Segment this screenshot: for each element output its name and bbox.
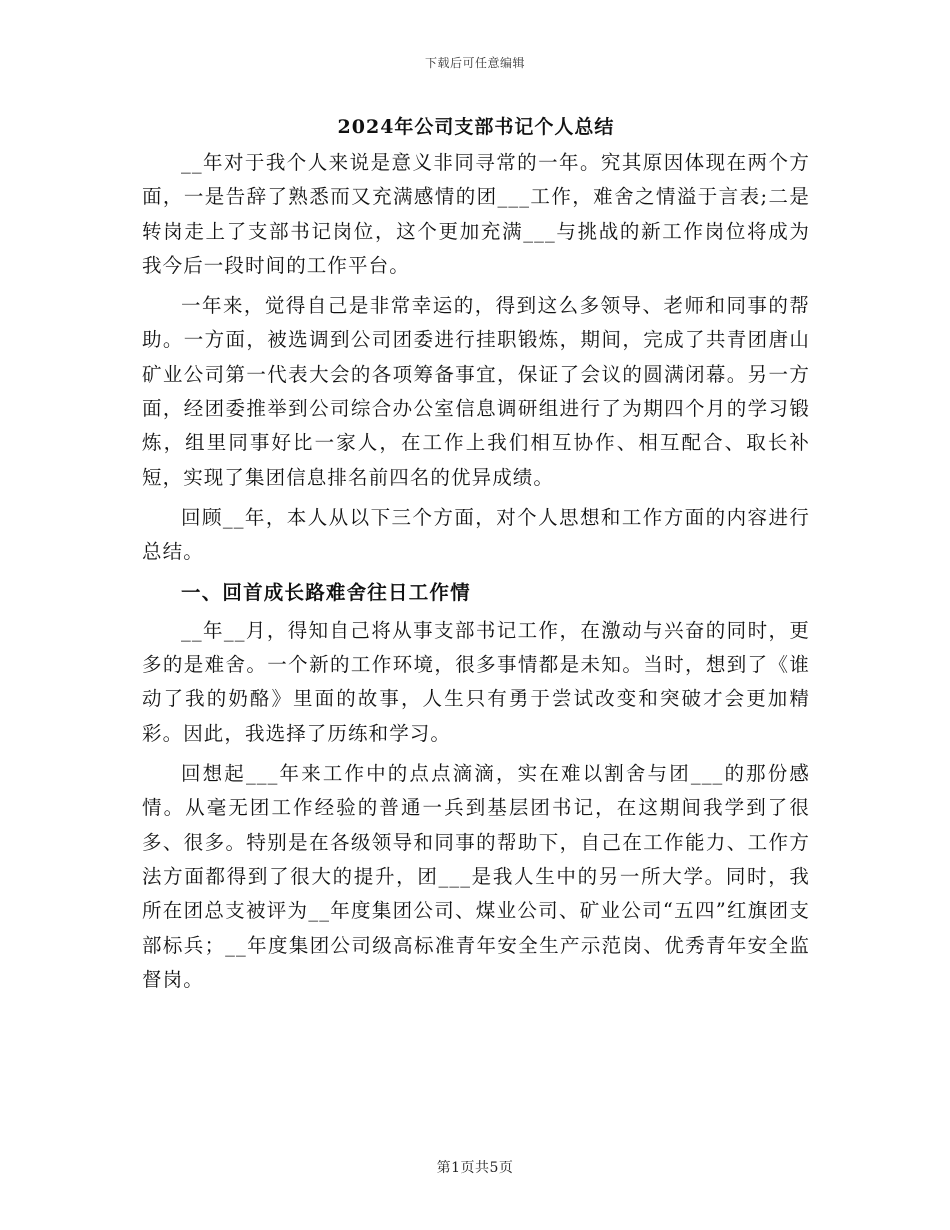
section1-paragraph-1: __年__月，得知自己将从事支部书记工作，在激动与兴奋的同时，更多的是难舍。一个新的工作环境，很多事情都是未知。当时，想到了《谁动了我的奶酪》里面的故事，人生只有勇于尝试改变和突破才会更加精彩。因此，我选择了历练和学习。 [142,618,810,745]
section1-paragraph-2: 回想起___年来工作中的点点滴滴，实在难以割舍与团___的那份感情。从毫无团工作经验的普通一兵到基层团书记，在这期间我学到了很多、很多。特别是在各级领导和同事的帮助下，自己在工作能力、工作方法方面都得到了很大的提升，团___是我人生中的另一所大学。同时，我所在团总支被评为__年度集团公司、煤业公司、矿业公司“五四”红旗团支部标兵；__年度集团公司级高标准青年安全生产示范岗、优秀青年安全监督岗。 [142,762,810,991]
page-number: 第1页共5页 [436,1160,514,1176]
intro-paragraph-3: 回顾__年，本人从以下三个方面，对个人思想和工作方面的内容进行总结。 [142,505,810,564]
section-heading-1: 一、回首成长路难舍往日工作情 [181,580,471,604]
document-title: 2024年公司支部书记个人总结 [337,116,615,138]
header-note: 下载后可任意编辑 [424,56,525,70]
intro-paragraph-1: __年对于我个人来说是意义非同寻常的一年。究其原因体现在两个方面，一是告辞了熟悉而又充满感情的团___工作，难舍之情溢于言表;二是转岗走上了支部书记岗位，这个更加充满___与挑战的新工作岗位将成为我今后一段时间的工作平台。 [142,151,810,277]
intro-paragraph-2: 一年来，觉得自己是非常幸运的，得到这么多领导、老师和同事的帮助。一方面，被选调到公司团委进行挂职锻炼，期间，完成了共青团唐山矿业公司第一代表大会的各项筹备事宜，保证了会议的圆满闭幕。另一方面，经团委推举到公司综合办公室信息调研组进行了为期四个月的学习锻炼，组里同事好比一家人，在工作上我们相互协作、相互配合、取长补短，实现了集团信息排名前四名的优异成绩。 [142,294,810,489]
document-body [142,110,810,1003]
